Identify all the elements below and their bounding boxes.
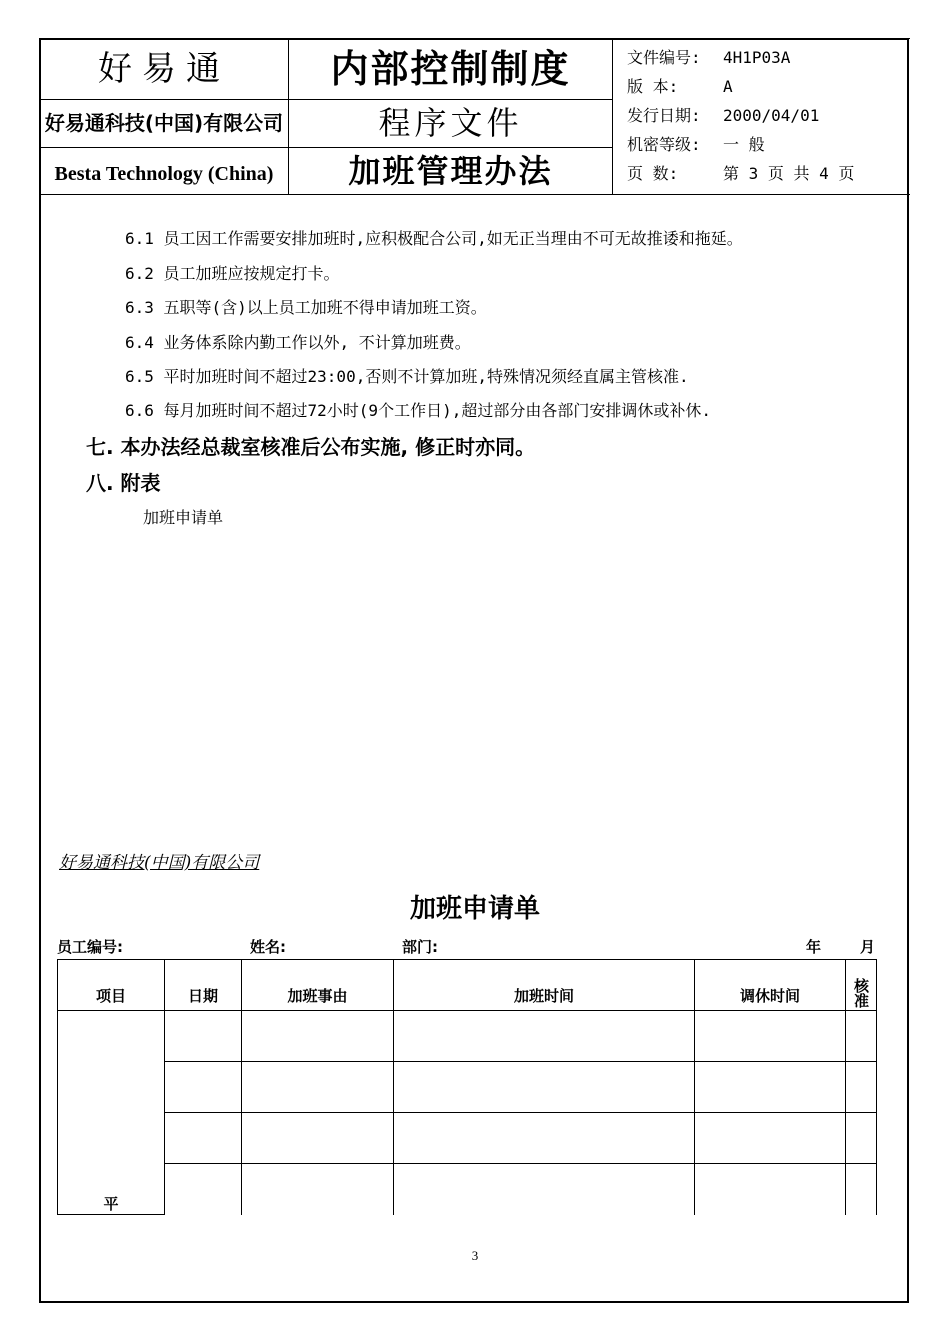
form-cell[interactable] — [695, 1011, 846, 1062]
document-meta — [613, 39, 910, 188]
form-cell[interactable] — [846, 1011, 877, 1062]
form-cell[interactable] — [242, 1011, 394, 1062]
doc-title: 加班管理办法 — [348, 152, 553, 190]
form-cell[interactable] — [165, 1113, 242, 1164]
form-cell[interactable] — [165, 1164, 242, 1215]
section-8: 八. 附表 — [86, 471, 161, 495]
brand-cell — [40, 39, 289, 100]
form-cell[interactable] — [242, 1164, 394, 1215]
employee-no-label: 员工编号: — [57, 938, 123, 956]
form-cell[interactable] — [242, 1113, 394, 1164]
meta-row: 版 本: A — [627, 77, 733, 96]
form-cell[interactable] — [846, 1113, 877, 1164]
col-header-approval: 核准 — [846, 960, 877, 1011]
company-cn-cell — [40, 100, 289, 148]
meta-row: 机密等级: 一 般 — [627, 135, 765, 154]
meta-row: 发行日期: 2000/04/01 — [627, 106, 820, 125]
system-title: 内部控制制度 — [330, 46, 571, 91]
section-7: 七. 本办法经总裁室核准后公布实施, 修正时亦同。 — [86, 435, 536, 459]
doc-type: 程序文件 — [378, 104, 523, 142]
form-cell[interactable] — [846, 1164, 877, 1215]
form-cell[interactable] — [394, 1113, 695, 1164]
rule-item: 6.3 五职等(含)以上员工加班不得申请加班工资。 — [125, 298, 487, 317]
year-label: 年 — [806, 938, 822, 956]
rule-item: 6.1 员工因工作需要安排加班时,应积极配合公司,如无正当理由不可无故推诿和拖延。 — [125, 229, 743, 248]
rule-item: 6.5 平时加班时间不超过23:00,否则不计算加班,特殊情况须经直属主管核准. — [125, 367, 689, 386]
company-en-cell — [40, 148, 289, 195]
meta-row: 页 数: 第 3 页 共 4 页 — [627, 164, 855, 183]
col-header-date: 日期 — [165, 960, 242, 1011]
form-cell[interactable] — [695, 1113, 846, 1164]
rule-item: 6.6 每月加班时间不超过72小时(9个工作日),超过部分由各部门安排调休或补休. — [125, 401, 711, 420]
form-title: 加班申请单 — [409, 894, 540, 924]
col-header-overtime: 加班时间 — [394, 960, 695, 1011]
form-cell[interactable] — [394, 1062, 695, 1113]
month-label: 月 — [860, 938, 876, 956]
dept-label: 部门: — [402, 938, 438, 956]
row-group-label: 平 — [58, 1011, 165, 1215]
name-label: 姓名: — [250, 938, 286, 956]
rule-item: 6.4 业务体系除内勤工作以外, 不计算加班费。 — [125, 333, 471, 352]
form-company: 好易通科技(中国)有限公司 — [59, 853, 260, 873]
col-header-item: 项目 — [58, 960, 165, 1011]
form-cell[interactable] — [394, 1011, 695, 1062]
form-cell[interactable] — [394, 1164, 695, 1215]
form-cell[interactable] — [165, 1062, 242, 1113]
form-cell[interactable] — [165, 1011, 242, 1062]
doc-title-cell — [289, 148, 613, 195]
form-cell[interactable] — [242, 1062, 394, 1113]
page-number: 3 — [471, 1248, 479, 1263]
attachment-name: 加班申请单 — [143, 508, 224, 527]
meta-row: 文件编号: 4H1P03A — [627, 48, 791, 67]
col-header-compensatory: 调休时间 — [695, 960, 846, 1011]
doc-type-cell — [289, 100, 613, 148]
company-en: Besta Technology (China) — [54, 163, 274, 185]
meta-cell — [613, 39, 910, 195]
overtime-form-table — [57, 959, 877, 1215]
company-cn: 好易通科技(中国)有限公司 — [44, 111, 284, 135]
brand-name: 好易通 — [98, 49, 230, 89]
document-header — [39, 38, 910, 195]
form-cell[interactable] — [695, 1164, 846, 1215]
col-header-reason: 加班事由 — [242, 960, 394, 1011]
form-cell[interactable] — [695, 1062, 846, 1113]
system-title-cell — [289, 39, 613, 100]
rule-item: 6.2 员工加班应按规定打卡。 — [125, 264, 340, 283]
form-cell[interactable] — [846, 1062, 877, 1113]
